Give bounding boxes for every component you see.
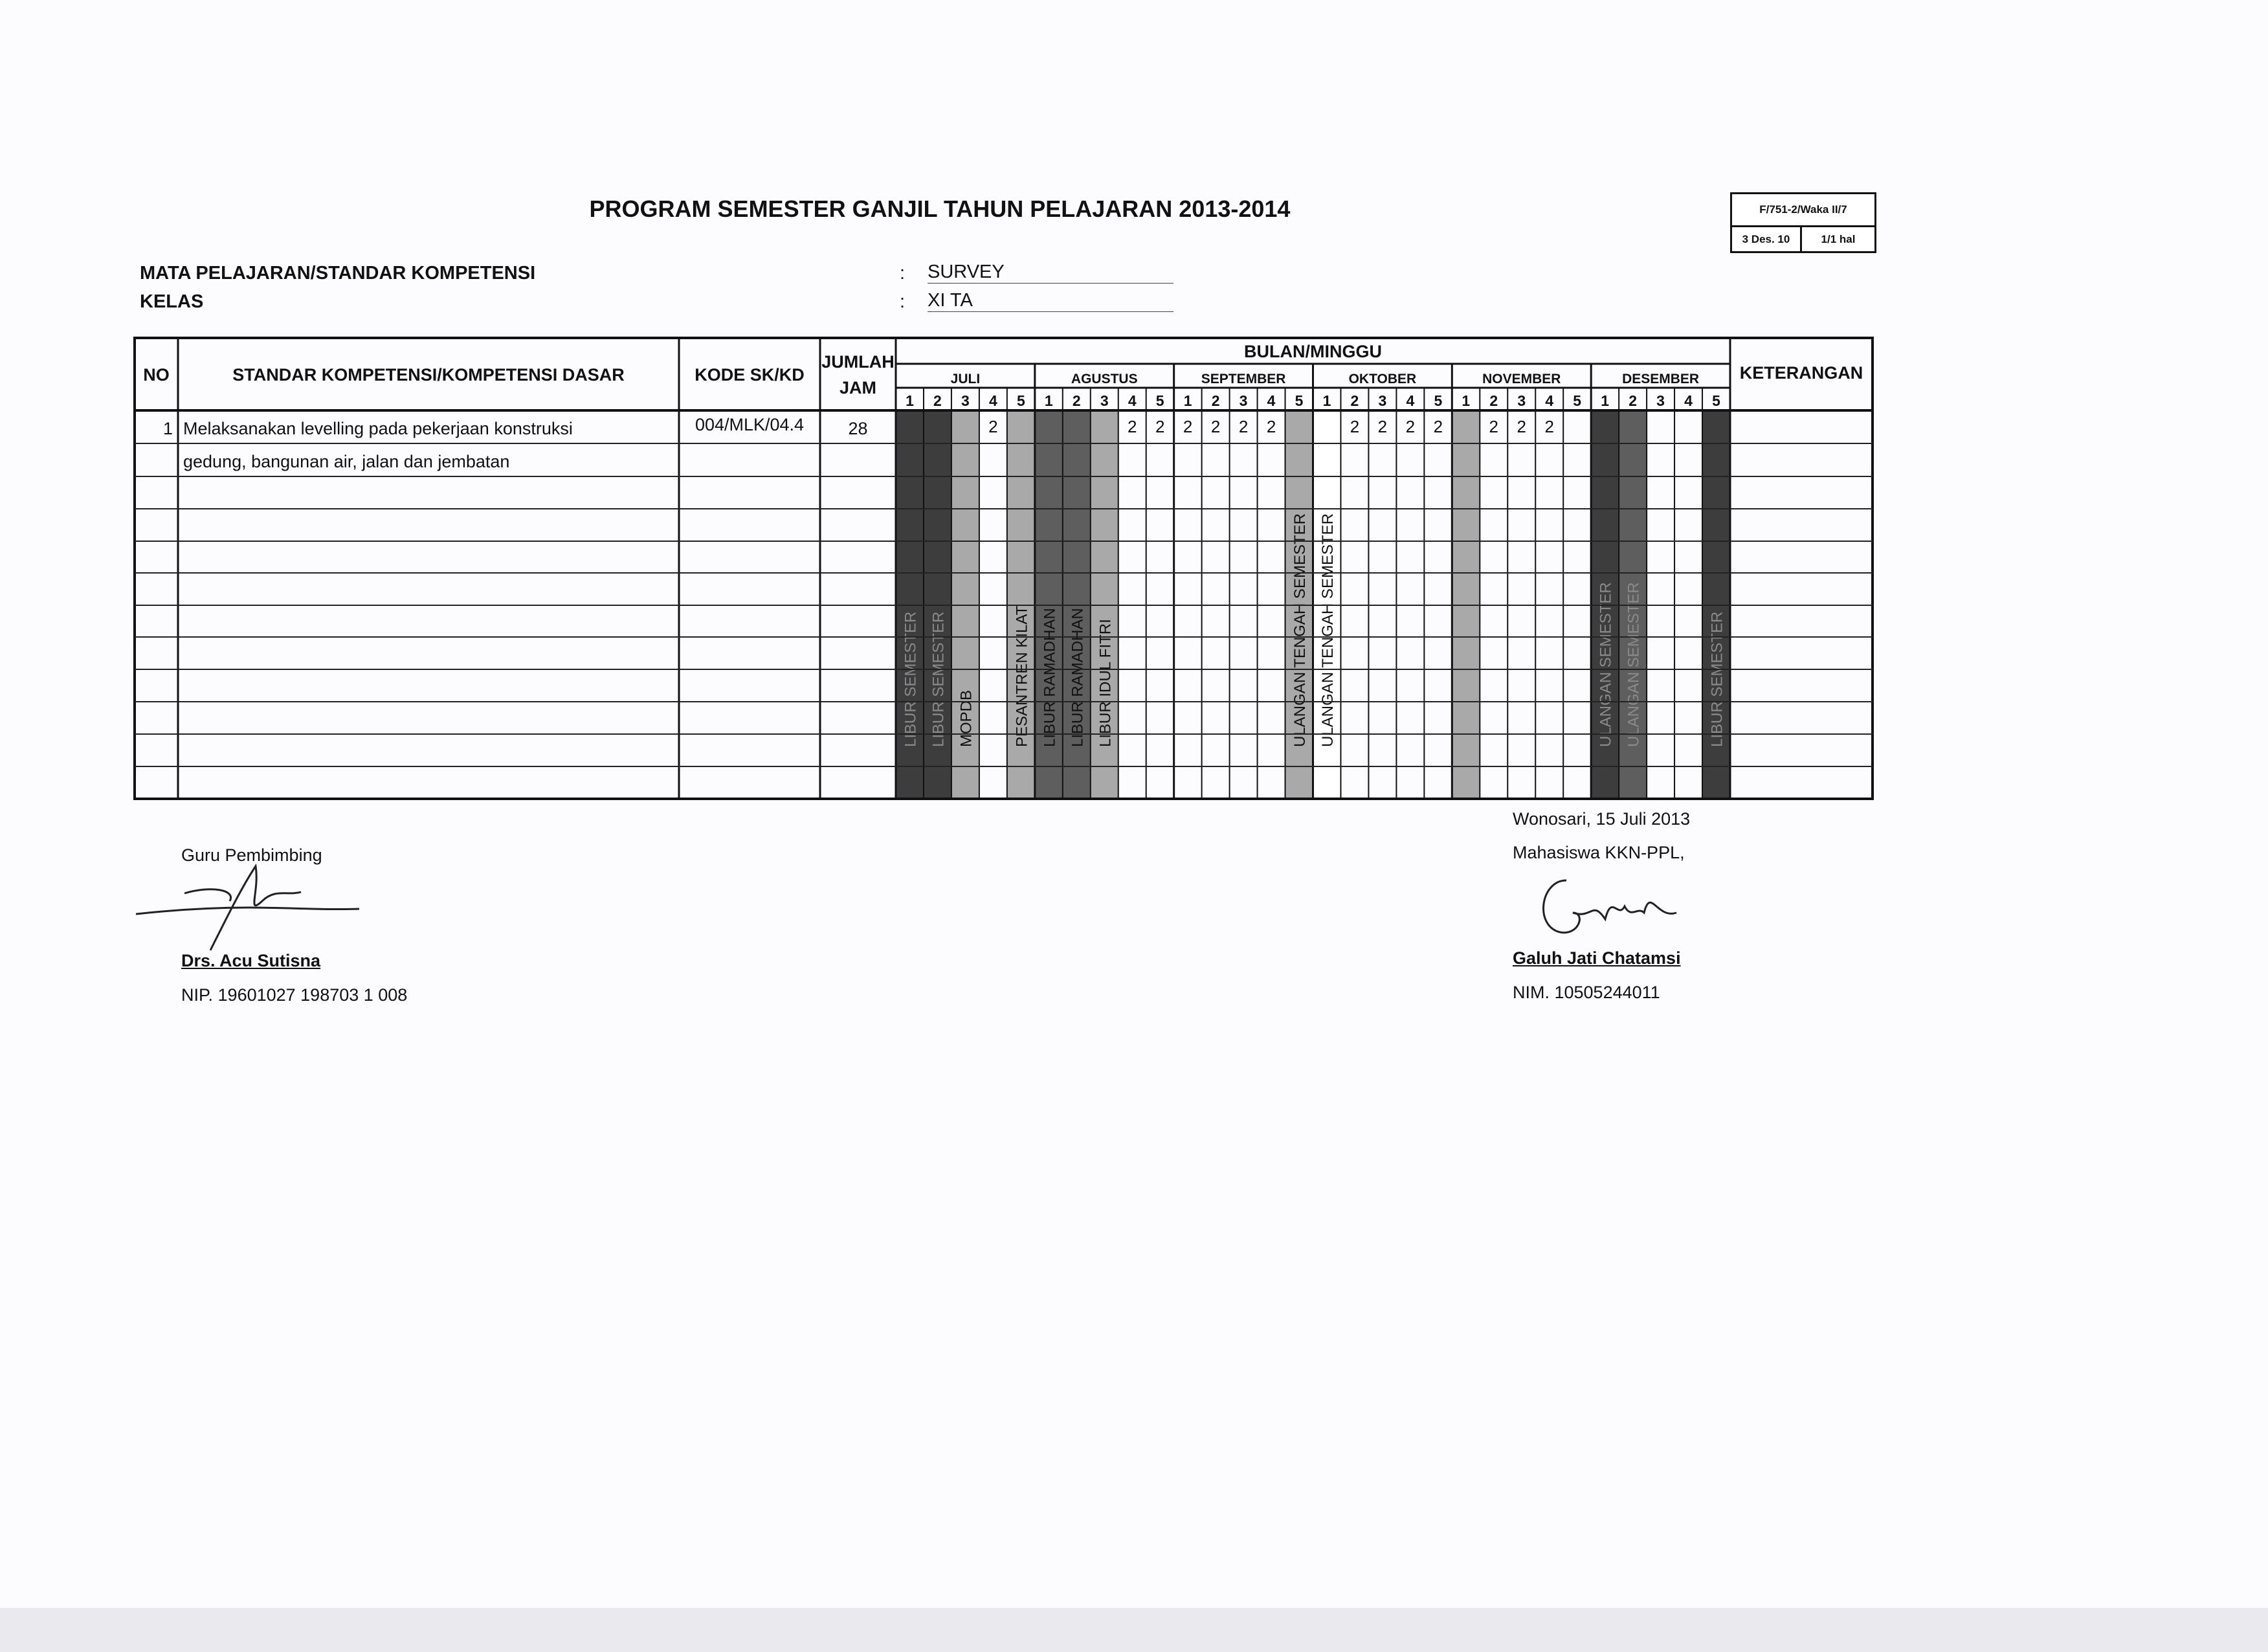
week-number: 2 xyxy=(1211,392,1220,409)
row-standar: gedung, bangunan air, jalan dan jembatan xyxy=(183,452,510,471)
week-hours-value: 2 xyxy=(1377,417,1388,436)
week-number: 4 xyxy=(988,392,997,409)
week-number: 1 xyxy=(1462,392,1471,409)
form-date: 3 Des. 10 xyxy=(1732,227,1802,251)
week-hours-value: 2 xyxy=(1266,417,1276,436)
shaded-column-label: LIBUR SEMESTER xyxy=(902,611,920,747)
week-number: 4 xyxy=(1684,392,1693,409)
week-number: 5 xyxy=(1016,392,1025,409)
week-hours-value: 2 xyxy=(1489,417,1499,436)
week-number: 1 xyxy=(1183,392,1192,409)
week-number: 4 xyxy=(1128,392,1137,409)
header-no: NO xyxy=(143,365,170,385)
week-number: 5 xyxy=(1295,392,1304,409)
form-code: F/751-2/Waka II/7 xyxy=(1732,194,1874,227)
shaded-column-label: LIBUR SEMESTER xyxy=(1708,611,1726,747)
week-number: 2 xyxy=(1629,392,1638,409)
week-number: 1 xyxy=(1322,392,1331,409)
week-hours-value: 2 xyxy=(1127,417,1137,436)
shaded-column-label: ULANGAN SEMESTER xyxy=(1597,582,1615,747)
shaded-column-label: ULANGAN SEMESTER xyxy=(1625,582,1643,747)
month-label: JULI xyxy=(950,372,981,386)
week-number: 5 xyxy=(1573,392,1582,409)
row-number: 1 xyxy=(162,419,173,438)
week-number: 2 xyxy=(1072,392,1081,409)
week-number: 2 xyxy=(933,392,942,409)
week-hours-value: 2 xyxy=(1517,417,1526,436)
right-place-date: Wonosari, 15 Juli 2013 xyxy=(1513,809,1691,829)
week-number: 2 xyxy=(1350,392,1359,409)
header-kode: KODE SK/KD xyxy=(695,365,805,385)
week-hours-value: 2 xyxy=(1405,417,1416,436)
week-hours-value: 2 xyxy=(1210,417,1221,436)
month-label: DESEMBER xyxy=(1622,372,1700,386)
shaded-column-label: LIBUR IDUL FITRI xyxy=(1096,619,1115,747)
left-signature-image xyxy=(133,853,366,957)
week-number: 5 xyxy=(1155,392,1164,409)
week-hours-value: 2 xyxy=(1183,417,1193,436)
subject-value: SURVEY xyxy=(928,262,1173,284)
week-number: 3 xyxy=(1239,392,1248,409)
header-standar: STANDAR KOMPETENSI/KOMPETENSI DASAR xyxy=(232,365,625,385)
left-signer-role: Guru Pembimbing xyxy=(181,845,322,865)
scan-bottom-edge xyxy=(0,1608,2268,1652)
week-hours-value: 2 xyxy=(1350,417,1360,436)
row-kode: 004/MLK/04.4 xyxy=(695,415,805,434)
shaded-column-label: ULANGAN TENGAH SEMESTER xyxy=(1318,513,1337,747)
week-number: 1 xyxy=(1601,392,1610,409)
subject-label: MATA PELAJARAN/STANDAR KOMPETENSI xyxy=(140,263,536,284)
shaded-column-label: PESANTREN KILAT xyxy=(1013,605,1031,747)
header-keterangan: KETERANGAN xyxy=(1739,363,1863,383)
header-jumlah: JUMLAH xyxy=(821,352,895,372)
week-number: 3 xyxy=(961,392,970,409)
week-number: 3 xyxy=(1100,392,1109,409)
shaded-column-label: LIBUR RAMADHAN xyxy=(1041,608,1059,747)
row-standar: Melaksanakan levelling pada pekerjaan konstruksi xyxy=(183,419,573,438)
week-hours-value: 2 xyxy=(1155,417,1165,436)
right-signer-name: Galuh Jati Chatamsi xyxy=(1513,948,1681,968)
right-signature-image xyxy=(1528,867,1683,945)
row-jam: 28 xyxy=(848,419,868,438)
left-signer-name: Drs. Acu Sutisna xyxy=(181,951,321,970)
week-number: 3 xyxy=(1378,392,1387,409)
week-number: 3 xyxy=(1517,392,1526,409)
semester-program-table xyxy=(0,0,2268,816)
left-signer-id: NIP. 19601027 198703 1 008 xyxy=(181,985,408,1005)
header-jam: JAM xyxy=(839,378,877,397)
week-hours-value: 2 xyxy=(988,417,998,436)
shaded-column-label: LIBUR SEMESTER xyxy=(929,611,948,747)
right-signer-id: NIM. 10505244011 xyxy=(1513,983,1660,1002)
page-title: PROGRAM SEMESTER GANJIL TAHUN PELAJARAN 2013-2014 xyxy=(589,195,1291,222)
week-number: 3 xyxy=(1656,392,1665,409)
class-colon: : xyxy=(900,291,906,312)
class-value: XI TA xyxy=(928,290,1173,312)
week-number: 1 xyxy=(1044,392,1053,409)
week-number: 1 xyxy=(906,392,914,409)
week-hours-value: 2 xyxy=(1433,417,1443,436)
class-label: KELAS xyxy=(140,291,204,312)
shaded-column-label: ULANGAN TENGAH SEMESTER xyxy=(1291,513,1309,747)
week-hours-value: 2 xyxy=(1238,417,1249,436)
form-page: 1/1 hal xyxy=(1821,232,1856,245)
month-label: OKTOBER xyxy=(1348,372,1417,386)
subject-colon: : xyxy=(900,263,906,284)
header-bulan: BULAN/MINGGU xyxy=(1244,342,1382,361)
shaded-column-label: LIBUR RAMADHAN xyxy=(1069,608,1087,747)
week-number: 5 xyxy=(1434,392,1443,409)
week-number: 4 xyxy=(1406,392,1415,409)
week-number: 4 xyxy=(1267,392,1276,409)
shaded-column-label: MOPDB xyxy=(957,689,975,747)
week-hours-value: 2 xyxy=(1544,417,1554,436)
month-label: AGUSTUS xyxy=(1071,372,1138,386)
right-signer-role: Mahasiswa KKN-PPL, xyxy=(1513,843,1685,862)
week-number: 4 xyxy=(1545,392,1554,409)
week-number: 5 xyxy=(1712,392,1720,409)
month-label: SEPTEMBER xyxy=(1201,372,1286,386)
week-number: 2 xyxy=(1489,392,1498,409)
month-label: NOVEMBER xyxy=(1482,372,1561,386)
